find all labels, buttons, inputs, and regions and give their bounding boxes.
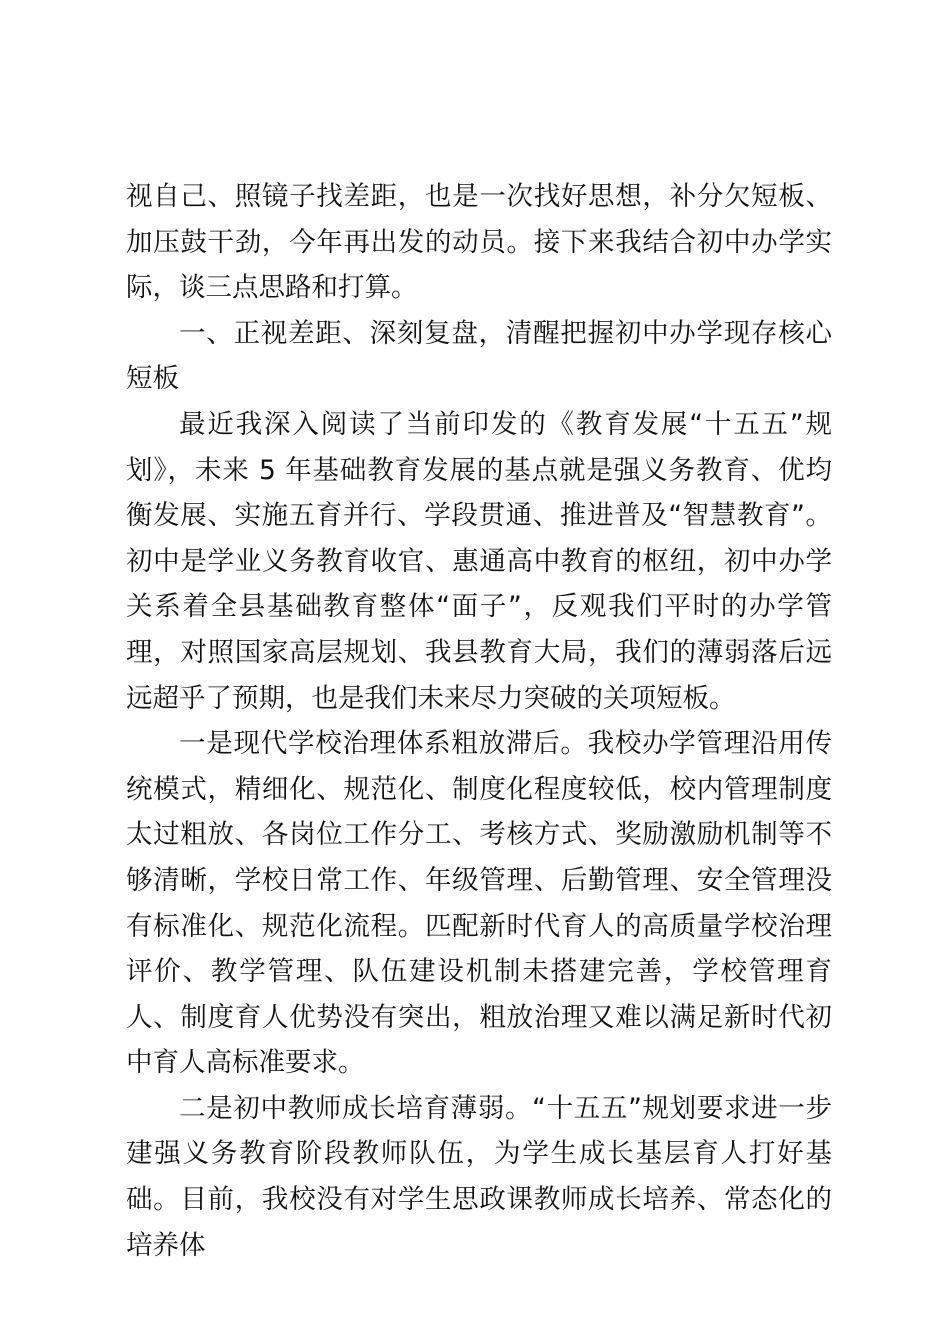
paragraph-continuation: 视自己、照镜子找差距，也是一次找好思想，补分欠短板、加压鼓干劲，今年再出发的动员。接下来我结合初中办学实际，谈三点思路和打算。 [126,181,832,304]
section-heading: 一、正视差距、深刻复盘，清醒把握初中办学现存核心短板 [126,317,832,395]
document-body [126,174,832,1268]
paragraph-governance: 一是现代学校治理体系粗放滞后。我校办学管理沿用传统模式，精细化、规范化、制度化程度较低，校内管理制度太过粗放、各岗位工作分工、考核方式、奖励激励机制等不够清晰，学校日常工作、年级管理、后勤管理、安全管理没有标准化、规范化流程。匹配新时代育人的高质量学校治理评价、教学管理、队伍建设机制未搭建完善，学校管理育人、制度育人优势没有突出，粗放治理又难以满足新时代初中育人高标准要求。 [126,728,832,1079]
paragraph-planning-review: 最近我深入阅读了当前印发的《教育发展“十五五”规划》，未来 5 年基础教育发展的基点就是强义务教育、优均衡发展、实施五育并行、学段贯通、推进普及“智慧教育”。初中是学业义务教育收官、惠通高中教育的枢纽，初中办学关系着全县基础教育整体“面子”，反观我们平时的办学管理，对照国家高层规划、我县教育大局，我们的薄弱落后远远超乎了预期，也是我们未来尽力突破的关项短板。 [126,408,832,714]
paragraph-teacher-growth: 二是初中教师成长培育薄弱。“十五五”规划要求进一步建强义务教育阶段教师队伍，为学生成长基层育人打好基础。目前，我校没有对学生思政课教师成长培养、常态化的培养体 [126,1092,832,1261]
